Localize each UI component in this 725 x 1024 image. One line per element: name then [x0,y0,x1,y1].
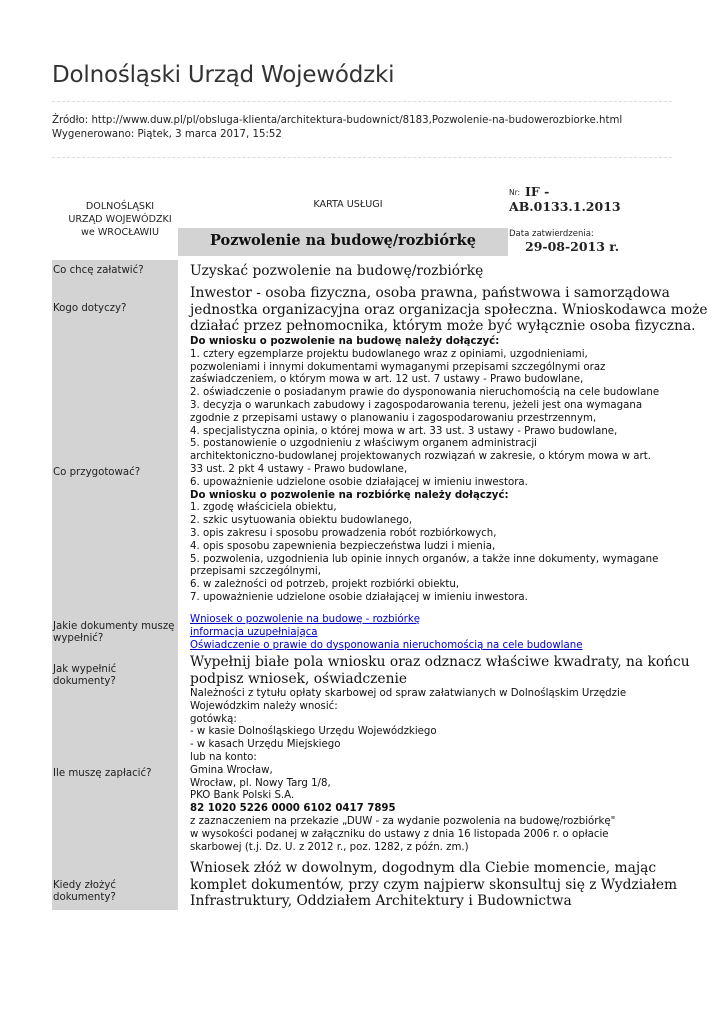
office-line: DOLNOŚLĄSKI [85,201,155,212]
list-item: 33 ust. 2 pkt 4 ustawy - Prawo budowlane, [190,463,408,475]
text-line: jednostka organizacyjna oraz organizacja społeczna. Wnioskodawca może [190,301,708,318]
text-line: Gmina Wrocław, [190,764,273,776]
office-line: we WROCŁAWIU [81,227,159,238]
date-value: 29-08-2013 r. [525,239,620,254]
text-line: Wrocław, pl. Nowy Targ 1/8, [190,777,331,789]
text-line: - w kasie Dolnośląskiego Urzędu Wojewódzkiego [190,726,437,738]
label-line: Jakie dokumenty muszę [53,621,175,632]
document-link[interactable]: Oświadczenie o prawie do dysponowania nieruchomością na cele budowlane [190,639,583,651]
label-what: Co chcę załatwić? [53,265,144,276]
text-line: Wniosek złóż w dowolnym, dogodnym dla Ciebie momencie, mając [190,860,657,876]
site-title: Dolnośląski Urząd Wojewódzki [52,62,395,88]
text-line: Wojewódzkim należy wnosić: [190,700,338,712]
source-url[interactable]: Źródło: http://www.duw.pl/pl/obsluga-klienta/architektura-budownict/8183,Pozwolenie-na-budowerozbiorke.html [52,115,623,126]
content-what: Uzyskać pozwolenie na budowę/rozbiórkę [190,263,484,279]
label-documents [53,621,177,645]
list-item: przepisami szczególnymi, [190,566,321,578]
text-line: PKO Bank Polski S.A. [190,790,295,802]
text-line: Należności z tytułu opłaty skarbowej od spraw załatwianych w Dolnośląskim Urzędzie [190,688,627,699]
text-line: Inwestor - osoba fizyczna, osoba prawna, państwowa i samorządowa [190,285,670,301]
service-title: Pozwolenie na budowę/rozbiórkę [210,232,476,249]
list-item: architektoniczno-budowlanej projektowanych rozwiązań w zakresie, o którym mowa w art. [190,451,651,463]
list-item: 3. opis zakresu i sposobu prowadzenia robót rozbiórkowych, [190,527,497,539]
nr-value: IF - [525,184,550,199]
bank-account-number: 82 1020 5226 0000 6102 0417 7895 [190,803,396,815]
generated-date: Wygenerowano: Piątek, 3 marca 2017, 15:52 [52,129,282,140]
content-who [190,285,708,335]
list-item: 3. decyzja o warunkach zabudowy i zagospodarowania terenu, jeżeli jest ona wymagana [190,399,643,411]
text-line: w wysokości podanej w załączniku do ustawy z dnia 16 listopada 2006 r. o opłacie [190,828,609,840]
document-links [190,614,648,652]
content-when [190,860,678,910]
content-pay [190,688,648,854]
label-pay: Ile muszę zapłacić? [53,768,152,779]
label-prepare: Co przygotować? [53,467,141,478]
text-line: Infrastruktury, Oddziałem Architektury i Budownictwa [190,893,572,910]
label-when: Kiedy złożyć dokumenty? [53,880,116,903]
office-line: URZĄD WOJEWÓDZKI [68,214,172,225]
list-item: 4. opis sposobu zapewnienia bezpieczeństwa ludzi i mienia, [190,540,496,552]
label-how-fill: Jak wypełnić dokumenty? [53,664,117,687]
text-line: z zaznaczeniem na przekazie „DUW - za wydanie pozwolenia na budowę/rozbiórkę" [190,815,616,827]
card-label: KARTA USŁUGI [313,199,383,210]
divider [52,157,672,158]
nr-value: AB.0133.1.2013 [509,199,621,214]
content-how-fill [190,654,690,687]
label-who: Kogo dotyczy? [53,303,127,314]
label-column [52,260,178,910]
list-item: pozwoleniami i innymi dokumentami wymaganymi przepisami szczególnymi oraz [190,361,606,373]
list-item: 2. szkic usytuowania obiektu budowlanego, [190,515,413,527]
nr-label: Nr: [509,188,521,197]
source-info [52,114,622,142]
section-heading: Do wniosku o pozwolenie na rozbiórkę należy dołączyć: [190,489,509,501]
text-line: Wypełnij białe pola wniosku oraz odznacz właściwe kwadraty, na końcu [190,654,690,670]
list-item: 5. pozwolenia, uzgodnienia lub opinie innych organów, a także inne dokumenty, wymagane [190,553,659,565]
list-item: 6. upoważnienie udzielone osobie działającej w imieniu inwestora. [190,476,528,488]
text-line: komplet dokumentów, przy czym najpierw skonsultuj się z Wydziałem [190,876,678,893]
list-item: 5. postanowienie o uzgodnieniu z właściwym organem administracji [190,438,537,450]
document-link[interactable]: informacja uzupełniająca [190,626,318,638]
date-label: Data zatwierdzenia: [509,229,594,239]
list-item: 6. w zależności od potrzeb, projekt rozbiórki obiektu, [190,579,460,591]
list-item: 2. oświadczenie o posiadanym prawie do dysponowania nieruchomością na cele budowlane [190,387,660,399]
text-line: gotówką: [190,713,237,725]
list-item: zaświadczeniem, o którym mowa w art. 12 ust. 7 ustawy - Prawo budowlane, [190,374,584,386]
list-item: 4. specjalistyczna opinia, o której mowa w art. 33 ust. 3 ustawy - Prawo budowlane, [190,425,618,437]
text-line: podpisz wniosek, oświadczenie [190,670,408,687]
list-item: zgodnie z przepisami ustawy o planowaniu i zagospodarowaniu przestrzennym, [190,412,597,424]
section-heading: Do wniosku o pozwolenie na budowę należy dołączyć: [190,336,500,347]
office-name [52,200,188,239]
divider [52,101,672,102]
label-line: wypełnić? [53,633,104,644]
list-item: 7. upoważnienie udzielone osobie działającej w imieniu inwestora. [190,591,528,603]
text-line: lub na konto: [190,751,257,763]
content-prepare [190,336,660,605]
text-line: - w kasach Urzędu Miejskiego [190,739,341,751]
text-line: skarbowej (t.j. Dz. U. z 2012 r., poz. 1282, z późn. zm.) [190,841,469,853]
list-item: 1. cztery egzemplarze projektu budowlanego wraz z opiniami, uzgodnieniami, [190,348,588,360]
text-line: działać przez pełnomocnika, którym może być wyłącznie osoba fizyczna. [190,318,696,335]
document-link[interactable]: Wniosek o pozwolenie na budowę - rozbiórkę [190,614,421,625]
list-item: 1. zgodę właściciela obiektu, [190,502,337,514]
